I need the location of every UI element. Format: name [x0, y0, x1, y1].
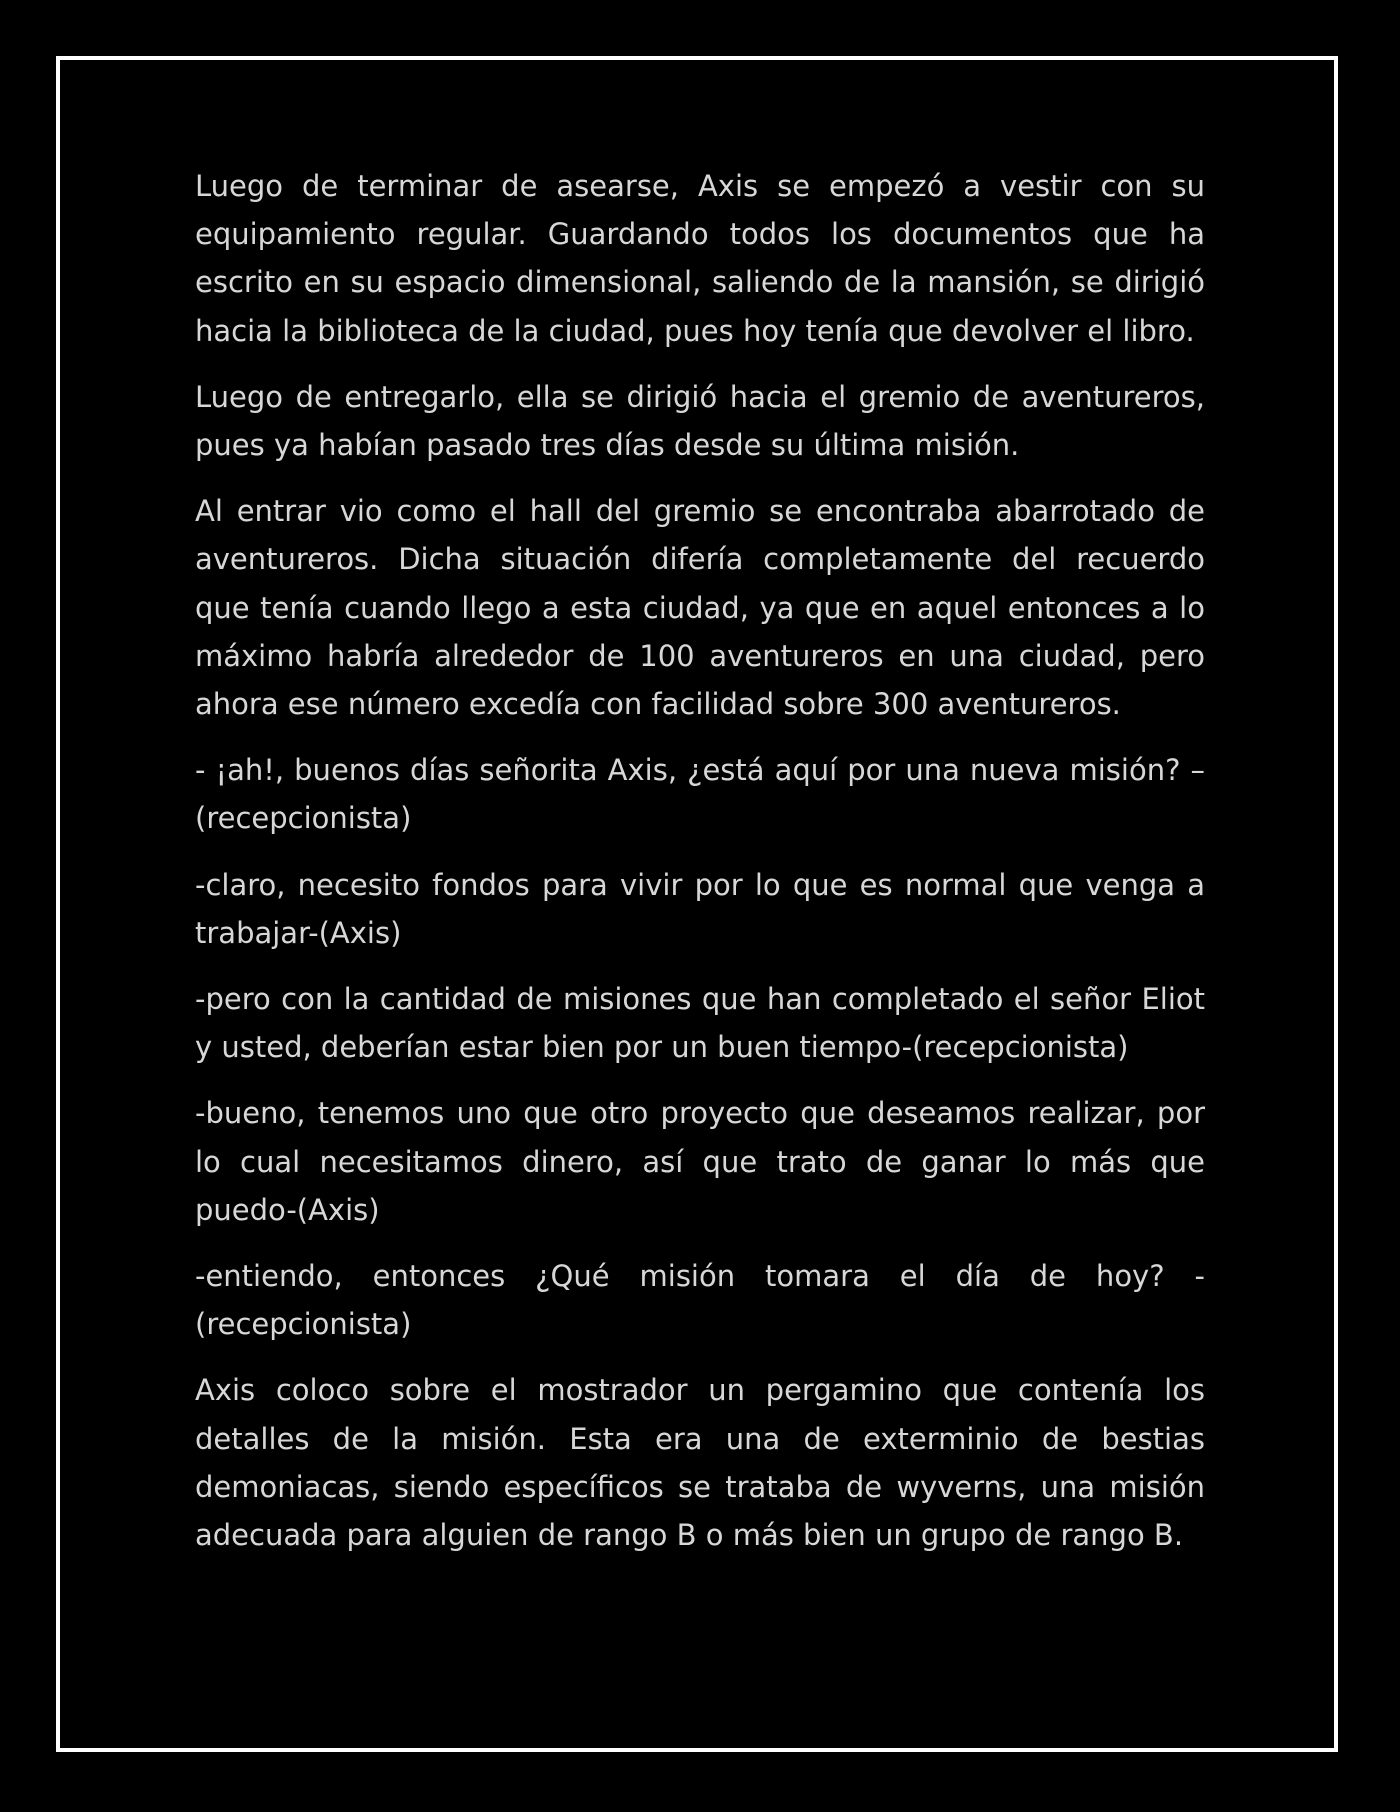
paragraph-narration-2: Luego de entregarlo, ella se dirigió hacia el gremio de aventureros, pues ya habían pasado tres días desde su última misión. [195, 379, 1205, 463]
document-body [195, 162, 1205, 1577]
paragraph-dialogue-2: -claro, necesito fondos para vivir por lo que es normal que venga a trabajar-(Axis) [195, 867, 1205, 950]
paragraph-dialogue-4: -bueno, tenemos uno que otro proyecto que deseamos realizar, por lo cual necesitamos dinero, así que trato de ganar lo más que puedo-(Axis) [195, 1096, 1205, 1227]
paragraph-dialogue-1: - ¡ah!, buenos días señorita Axis, ¿está aquí por una nueva misión? –(recepcionista) [195, 753, 1205, 836]
paragraph-narration-1: Luego de terminar de asearse, Axis se empezó a vestir con su equipamiento regular. Guardando todos los documentos que ha escrito en su espacio dimensional, saliendo de la mansión, se dirigió hacia la biblioteca de la ciudad, pues hoy tenía que devolver el libro. [195, 169, 1205, 348]
paragraph-dialogue-5: -entiendo, entonces ¿Qué misión tomara el día de hoy? -(recepcionista) [195, 1259, 1205, 1342]
paragraph-dialogue-3: -pero con la cantidad de misiones que han completado el señor Eliot y usted, deberían estar bien por un buen tiempo-(recepcionista) [195, 982, 1205, 1065]
paragraph-narration-3: Al entrar vio como el hall del gremio se encontraba abarrotado de aventureros. Dicha situación difería completamente del recuerdo que tenía cuando llego a esta ciudad, ya que en aquel entonces a lo máximo habría alrededor de 100 aventureros en una ciudad, pero ahora ese número excedía con facilidad sobre 300 aventureros. [195, 494, 1205, 722]
paragraph-narration-4: Axis coloco sobre el mostrador un pergamino que contenía los detalles de la misión. Esta era una de exterminio de bestias demoniacas, siendo específicos se trataba de wyverns, una misión adecuada para alguien de rango B o más bien un grupo de rango B. [195, 1373, 1205, 1553]
